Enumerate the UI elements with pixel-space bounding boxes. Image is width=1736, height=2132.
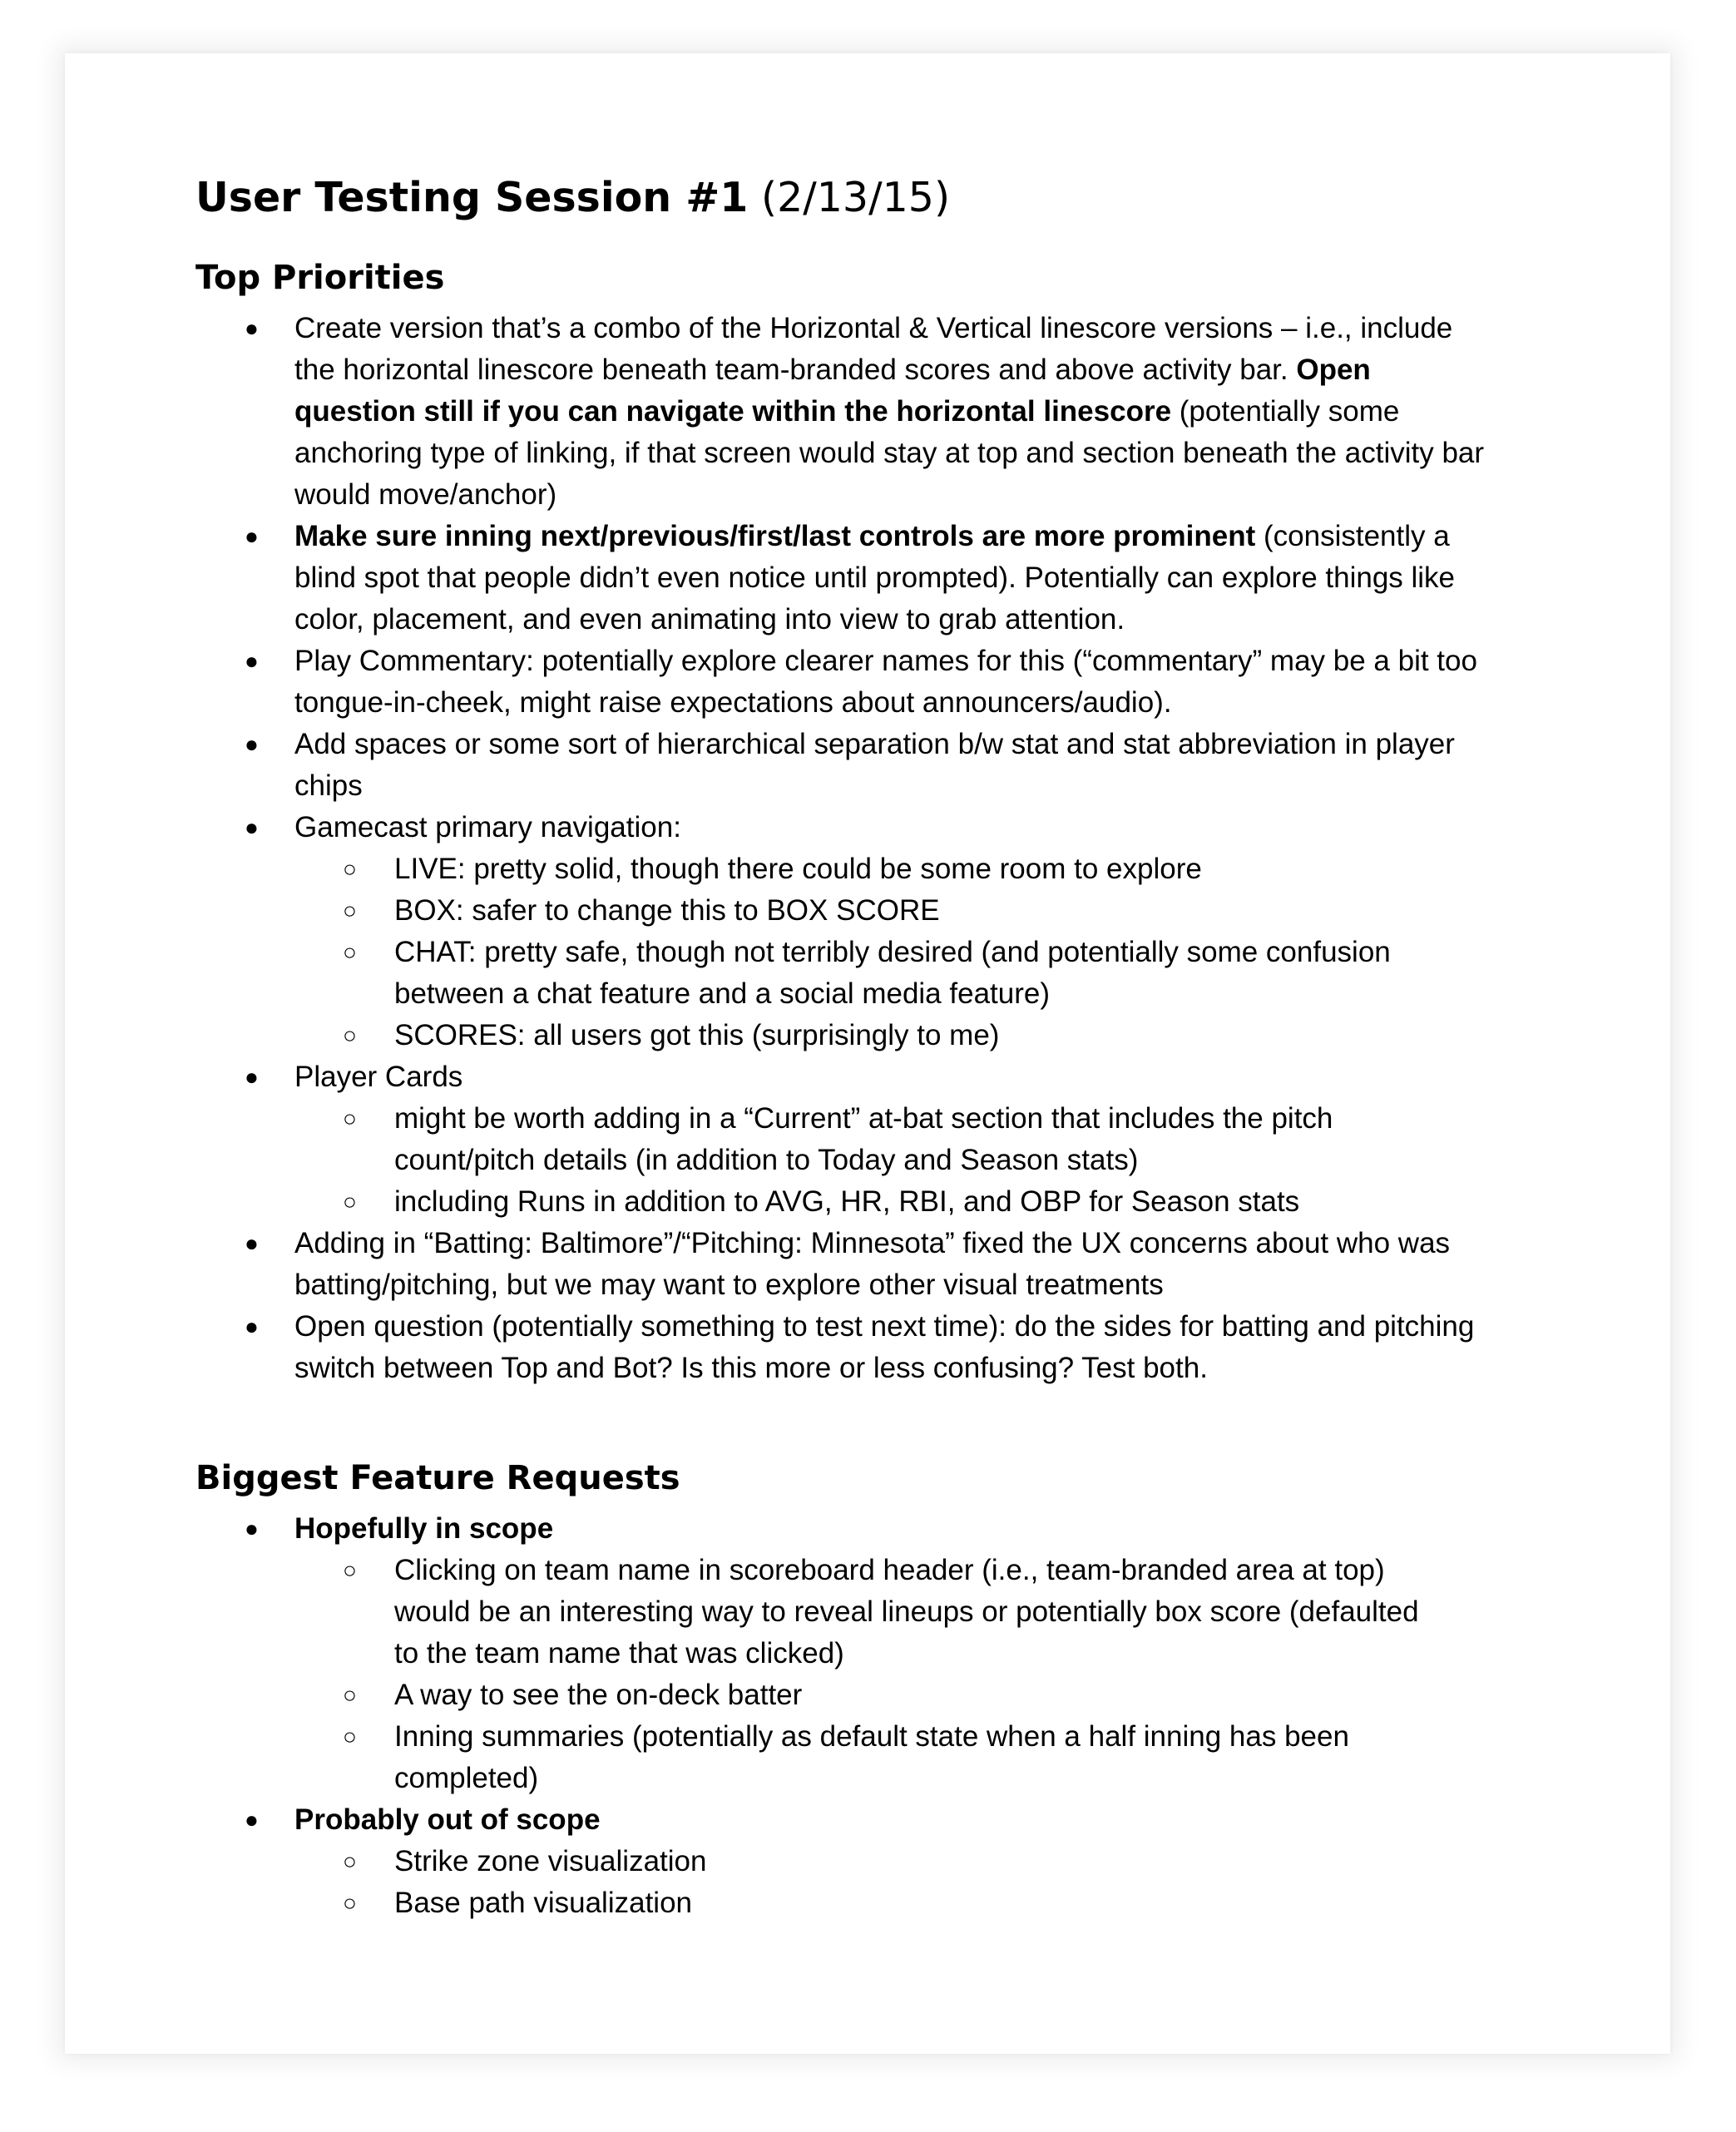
hollow-bullet-icon: ○ (343, 1848, 357, 1874)
hollow-bullet-icon: ○ (343, 1682, 357, 1708)
item-text-part: (potentially some anchoring type of linking, if that screen would stay at top and section beneath the activity bar would move/anchor) (294, 395, 1485, 511)
sub-item-text: SCORES: all users got this (surprisingly to me) (394, 1019, 1000, 1051)
sub-item-text: might be worth adding in a “Current” at-bat section that includes the pitch count/pitch details (in addition to Today and Season stats) (394, 1102, 1333, 1176)
sub-item-text: A way to see the on-deck batter (394, 1679, 803, 1711)
sub-list-item (65, 1098, 1670, 1181)
sub-list-item (65, 890, 1670, 932)
bullet-icon: ● (245, 1064, 259, 1090)
sub-list-item (65, 1882, 1670, 1924)
bullet-icon: ● (245, 315, 259, 341)
list-item (65, 308, 1670, 516)
sub-list-item (65, 1841, 1670, 1882)
sub-item-text: LIVE: pretty solid, though there could be some room to explore (394, 853, 1202, 885)
hollow-bullet-icon: ○ (343, 1724, 357, 1749)
sub-list-item (65, 1181, 1670, 1223)
list-item (65, 516, 1670, 641)
hollow-bullet-icon: ○ (343, 939, 357, 965)
item-text: Player Cards (294, 1061, 463, 1093)
group-label: Probably out of scope (294, 1803, 601, 1836)
sub-item-text: including Runs in addition to AVG, HR, RBI, and OBP for Season stats (394, 1185, 1300, 1218)
sub-list-item (65, 1015, 1670, 1056)
bullet-icon: ● (245, 1313, 259, 1339)
sub-item-text: Clicking on team name in scoreboard header (i.e., team-branded area at top) would be an interesting way to reveal lineups or potentially box score (defaulted to the team name that was clicked) (394, 1554, 1419, 1669)
item-text: Gamecast primary navigation: (294, 811, 681, 843)
item-bold-text: Make sure inning next/previous/first/last controls are more prominent (294, 520, 1256, 552)
list-item (65, 1799, 1670, 1841)
hollow-bullet-icon: ○ (343, 1557, 357, 1583)
list-item (65, 1508, 1670, 1550)
sub-item-text: Inning summaries (potentially as default state when a half inning has been completed) (394, 1720, 1349, 1794)
list-item (65, 641, 1670, 724)
sub-list-item (65, 1674, 1670, 1716)
bullet-icon: ● (245, 523, 259, 549)
hollow-bullet-icon: ○ (343, 1890, 357, 1916)
sub-item-text: Strike zone visualization (394, 1845, 707, 1877)
heading-top-priorities: Top Priorities (195, 259, 445, 297)
item-bold-text: Open question still if you can navigate within the horizontal linescore (294, 354, 1371, 428)
bullet-icon: ● (245, 648, 259, 674)
title-date: (2/13/15) (760, 174, 951, 221)
bullet-icon: ● (245, 1230, 259, 1256)
document-title (195, 171, 950, 225)
heading-feature-requests: Biggest Feature Requests (195, 1459, 680, 1497)
bullet-icon: ● (245, 814, 259, 840)
item-text (294, 520, 1455, 636)
top-priorities-list (65, 308, 1670, 1389)
list-item (65, 1223, 1670, 1306)
document-page (65, 53, 1670, 2054)
list-item (65, 1306, 1670, 1389)
sub-list-item (65, 1550, 1670, 1674)
hollow-bullet-icon: ○ (343, 1022, 357, 1048)
sub-item-text: Base path visualization (394, 1887, 692, 1919)
item-text-part: (consistently a blind spot that people didn’t even notice until prompted). Potentially can explore things like color, placement, and even animating into view to grab attention. (294, 520, 1456, 636)
item-text: Play Commentary: potentially explore clearer names for this (“commentary” may be a bit too tongue-in-cheek, might raise expectations about announcers/audio). (294, 645, 1477, 719)
sub-list-item (65, 848, 1670, 890)
hollow-bullet-icon: ○ (343, 1189, 357, 1214)
hollow-bullet-icon: ○ (343, 898, 357, 923)
list-item (65, 724, 1670, 807)
item-text (294, 312, 1484, 511)
item-text-part: Create version that’s a combo of the Horizontal & Vertical linescore versions – i.e., include the horizontal linescore beneath team-branded scores and above activity bar. (294, 312, 1453, 386)
item-text: Add spaces or some sort of hierarchical separation b/w stat and stat abbreviation in player chips (294, 728, 1455, 802)
feature-requests-list (65, 1508, 1670, 1924)
sub-item-text: CHAT: pretty safe, though not terribly desired (and potentially some confusion between a chat feature and a social media feature) (394, 936, 1391, 1010)
list-item (65, 1056, 1670, 1098)
group-label: Hopefully in scope (294, 1512, 554, 1545)
bullet-icon: ● (245, 1807, 259, 1833)
list-item (65, 807, 1670, 848)
hollow-bullet-icon: ○ (343, 1106, 357, 1131)
bullet-icon: ● (245, 1516, 259, 1541)
item-text: Adding in “Batting: Baltimore”/“Pitching: Minnesota” fixed the UX concerns about who was batting/pitching, but we may want to explore other visual treatments (294, 1227, 1451, 1301)
item-text: Open question (potentially something to test next time): do the sides for batting and pitching switch between Top and Bot? Is this more or less confusing? Test both. (294, 1310, 1475, 1384)
sub-item-text: BOX: safer to change this to BOX SCORE (394, 894, 940, 927)
sub-list-item (65, 1716, 1670, 1799)
title-main: User Testing Session #1 (195, 174, 749, 221)
sub-list-item (65, 932, 1670, 1015)
hollow-bullet-icon: ○ (343, 856, 357, 882)
bullet-icon: ● (245, 731, 259, 757)
